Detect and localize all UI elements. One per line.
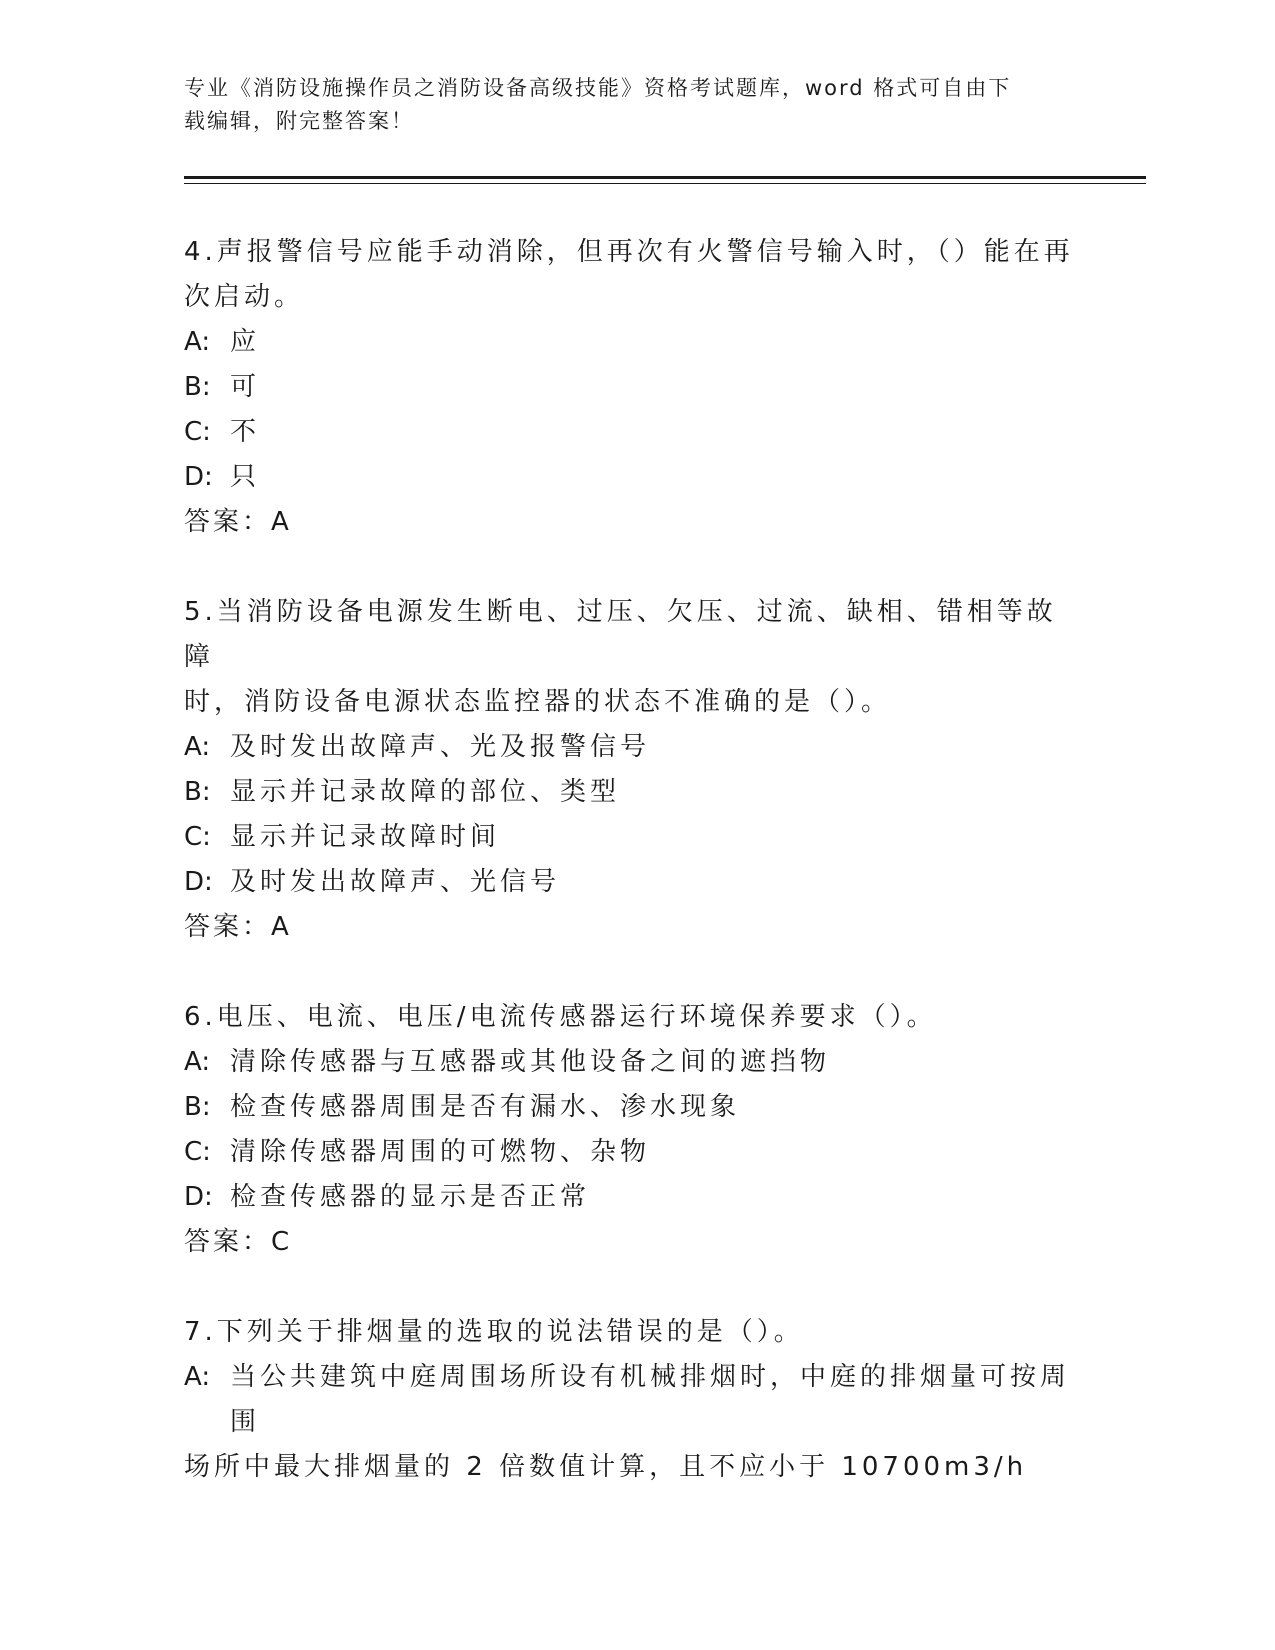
option-letter: B:: [184, 1092, 211, 1122]
document-header: [184, 72, 1064, 138]
question-6-stem-line-1: 6.电压、电流、电压/电流传感器运行环境保养要求（）。: [184, 1002, 937, 1032]
question-list: [184, 230, 1084, 1535]
option-letter: D:: [184, 1182, 213, 1212]
option-letter: C:: [184, 417, 211, 447]
option-letter: A:: [184, 1047, 211, 1077]
option-letter: A:: [184, 732, 211, 762]
question-4-option-d: [184, 455, 1084, 500]
option-text: 检查传感器周围是否有漏水、渗水现象: [230, 1092, 741, 1122]
option-text: 显示并记录故障时间: [230, 822, 501, 852]
option-letter: A:: [184, 1362, 211, 1392]
question-7-option-a-continuation: 场所中最大排烟量的 2 倍数值计算，且不应小于 10700m3/h: [184, 1452, 1028, 1482]
question-6-answer: 答案：C: [184, 1227, 293, 1257]
question-6-option-d: [184, 1175, 1084, 1220]
option-text: 清除传感器周围的可燃物、杂物: [230, 1137, 651, 1167]
question-4: [184, 230, 1084, 545]
option-text: 及时发出故障声、光及报警信号: [230, 732, 651, 762]
option-letter: A:: [184, 327, 211, 357]
question-4-stem-line-2: 次启动。: [184, 282, 305, 312]
option-text: 显示并记录故障的部位、类型: [230, 777, 621, 807]
option-letter: B:: [184, 777, 211, 807]
question-6: [184, 995, 1084, 1265]
question-5-answer: 答案：A: [184, 912, 292, 942]
option-letter: D:: [184, 462, 213, 492]
question-5-stem-line-1: 5.当消防设备电源发生断电、过压、欠压、过流、缺相、错相等故障: [184, 597, 1057, 672]
question-7-stem-line-1: 7.下列关于排烟量的选取的说法错误的是（）。: [184, 1317, 804, 1347]
question-5: [184, 590, 1084, 950]
option-text: 应: [230, 327, 261, 357]
question-5-stem-line-2: 时，消防设备电源状态监控器的状态不准确的是（）。: [184, 687, 892, 717]
option-text: 当公共建筑中庭周围场所设有机械排烟时，中庭的排烟量可按周围: [230, 1362, 1071, 1437]
option-text: 不: [230, 417, 261, 447]
header-line-1: 专业《消防设施操作员之消防设备高级技能》资格考试题库，word 格式可自由下: [184, 76, 1012, 100]
option-text: 检查传感器的显示是否正常: [230, 1182, 591, 1212]
option-letter: D:: [184, 867, 213, 897]
header-divider-thick: [184, 176, 1146, 179]
option-letter: C:: [184, 822, 211, 852]
question-4-option-c: [184, 410, 1084, 455]
question-4-answer: 答案：A: [184, 507, 292, 537]
option-text: 只: [230, 462, 261, 492]
header-line-2: 载编辑，附完整答案！: [184, 109, 414, 133]
header-divider-thin: [184, 183, 1146, 184]
question-7: [184, 1310, 1084, 1490]
option-text: 可: [230, 372, 261, 402]
question-5-option-c: [184, 815, 1084, 860]
question-6-option-b: [184, 1085, 1084, 1130]
option-letter: C:: [184, 1137, 211, 1167]
question-6-option-a: [184, 1040, 1084, 1085]
question-5-option-a: [184, 725, 1084, 770]
question-7-option-a: [184, 1355, 1084, 1445]
question-5-option-b: [184, 770, 1084, 815]
question-4-option-a: [184, 320, 1084, 365]
question-4-option-b: [184, 365, 1084, 410]
option-text: 清除传感器与互感器或其他设备之间的遮挡物: [230, 1047, 831, 1077]
question-6-option-c: [184, 1130, 1084, 1175]
option-letter: B:: [184, 372, 211, 402]
option-text: 及时发出故障声、光信号: [230, 867, 561, 897]
question-4-stem-line-1: 4.声报警信号应能手动消除，但再次有火警信号输入时，（）能在再: [184, 237, 1074, 267]
question-5-option-d: [184, 860, 1084, 905]
